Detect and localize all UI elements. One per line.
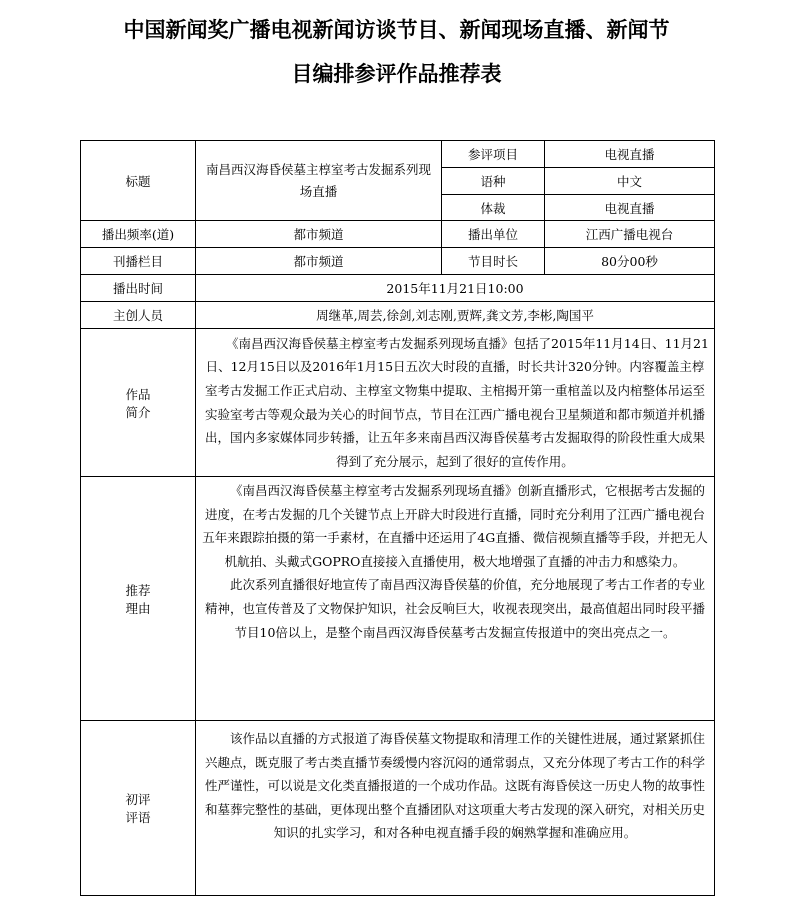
airtime-value: 2015年11月21日10:00 (196, 275, 715, 302)
column-value: 都市频道 (196, 248, 442, 275)
genre-label: 体裁 (442, 195, 545, 221)
channel-value: 都市频道 (196, 221, 442, 248)
reason-label-line-2: 理由 (125, 600, 151, 616)
reason-label (81, 477, 196, 721)
airtime-label: 播出时间 (81, 275, 196, 302)
unit-value: 江西广播电视台 (545, 221, 715, 248)
reason-text-paragraph-1: 《南昌西汉海昏侯墓主椁室考古发掘系列现场直播》创新直播形式，它根据考古发掘的进度，在考古发掘的几个关键节点上开辟大时段进行直播，同时充分利用了江西广播电视台五年来跟踪拍摄的第一手素材，在直播中还运用了4G直播、微信视频直播等手段，并把无人机航拍、头戴式GOPRO直接接入直播使用，极大地增强了直播的冲击力和感染力。 (202, 483, 708, 569)
document-title-line-1: 中国新闻奖广播电视新闻访谈节目、新闻现场直播、新闻节 (123, 17, 670, 42)
unit-label: 播出单位 (442, 221, 545, 248)
column-label: 刊播栏目 (81, 248, 196, 275)
review-label-line-1: 初评 (125, 792, 151, 807)
creators-label: 主创人员 (81, 302, 196, 329)
intro-label-line-1: 作品 (125, 386, 151, 402)
reason-text-paragraph-2: 此次系列直播很好地宣传了南昌西汉海昏侯墓的价值，充分地展现了考古工作者的专业精神，也宣传普及了文物保护知识，社会反响巨大，收视表现突出，最高值超出同时段平播节目10倍以上，是整个南昌西汉海昏侯墓考古发掘宣传报道中的突出亮点之一。 (204, 577, 705, 640)
duration-value: 80分00秒 (545, 248, 715, 275)
review-label-line-2: 评语 (125, 810, 151, 825)
intro-text-cell (196, 329, 715, 477)
category-label: 参评项目 (442, 141, 545, 168)
category-value: 电视直播 (545, 141, 715, 168)
creators-value: 周继革,周芸,徐剑,刘志刚,贾辉,龚文芳,李彬,陶国平 (196, 302, 715, 329)
review-label (81, 721, 196, 896)
title-value: 南昌西汉海昏侯墓主椁室考古发掘系列现场直播 (196, 141, 442, 221)
title-label: 标题 (81, 141, 196, 221)
intro-label-line-2: 简介 (125, 404, 151, 420)
intro-text: 《南昌西汉海昏侯墓主椁室考古发掘系列现场直播》包括了2015年11月14日、11月21日、12月15日以及2016年1月15日五次大时段的直播，时长共计320分钟。内容覆盖主椁室考古发掘工作正式启动、主椁室文物集中提取、主棺揭开第一重棺盖以及内棺整体吊运至实验室考古等观众最为关心的时间节点，节目在江西广播电视台卫星频道和都市频道并机播出，国内多家媒体同步转播，让五年多来南昌西汉海昏侯墓考古发掘取得的阶段性重大成果得到了充分展示，起到了很好的宣传作用。 (204, 335, 709, 469)
reason-label-line-1: 推荐 (125, 582, 151, 598)
reason-text-cell (196, 477, 715, 721)
language-label: 语种 (442, 168, 545, 195)
document-title-line-2: 目编排参评作品推荐表 (291, 61, 502, 86)
review-text-cell (196, 721, 715, 896)
intro-label (81, 329, 196, 477)
channel-label: 播出频率(道) (81, 221, 196, 248)
duration-label: 节目时长 (442, 248, 545, 275)
genre-value: 电视直播 (545, 195, 715, 221)
review-text: 该作品以直播的方式报道了海昏侯墓文物提取和清理工作的关键性进展，通过紧紧抓住兴趣点，既克服了考古类直播节奏缓慢内容沉闷的通常弱点，又充分体现了考古工作的科学性严谨性，可以说是文化类直播报道的一个成功作品。这既有海昏侯这一历史人物的故事性和墓葬完整性的基础，更体现出整个直播团队对这项重大考古发现的深入研究，对相关历史知识的扎实学习，和对各种电视直播手段的娴熟掌握和准确应用。 (204, 731, 705, 841)
recommendation-form-table (80, 140, 715, 896)
language-value: 中文 (545, 168, 715, 195)
